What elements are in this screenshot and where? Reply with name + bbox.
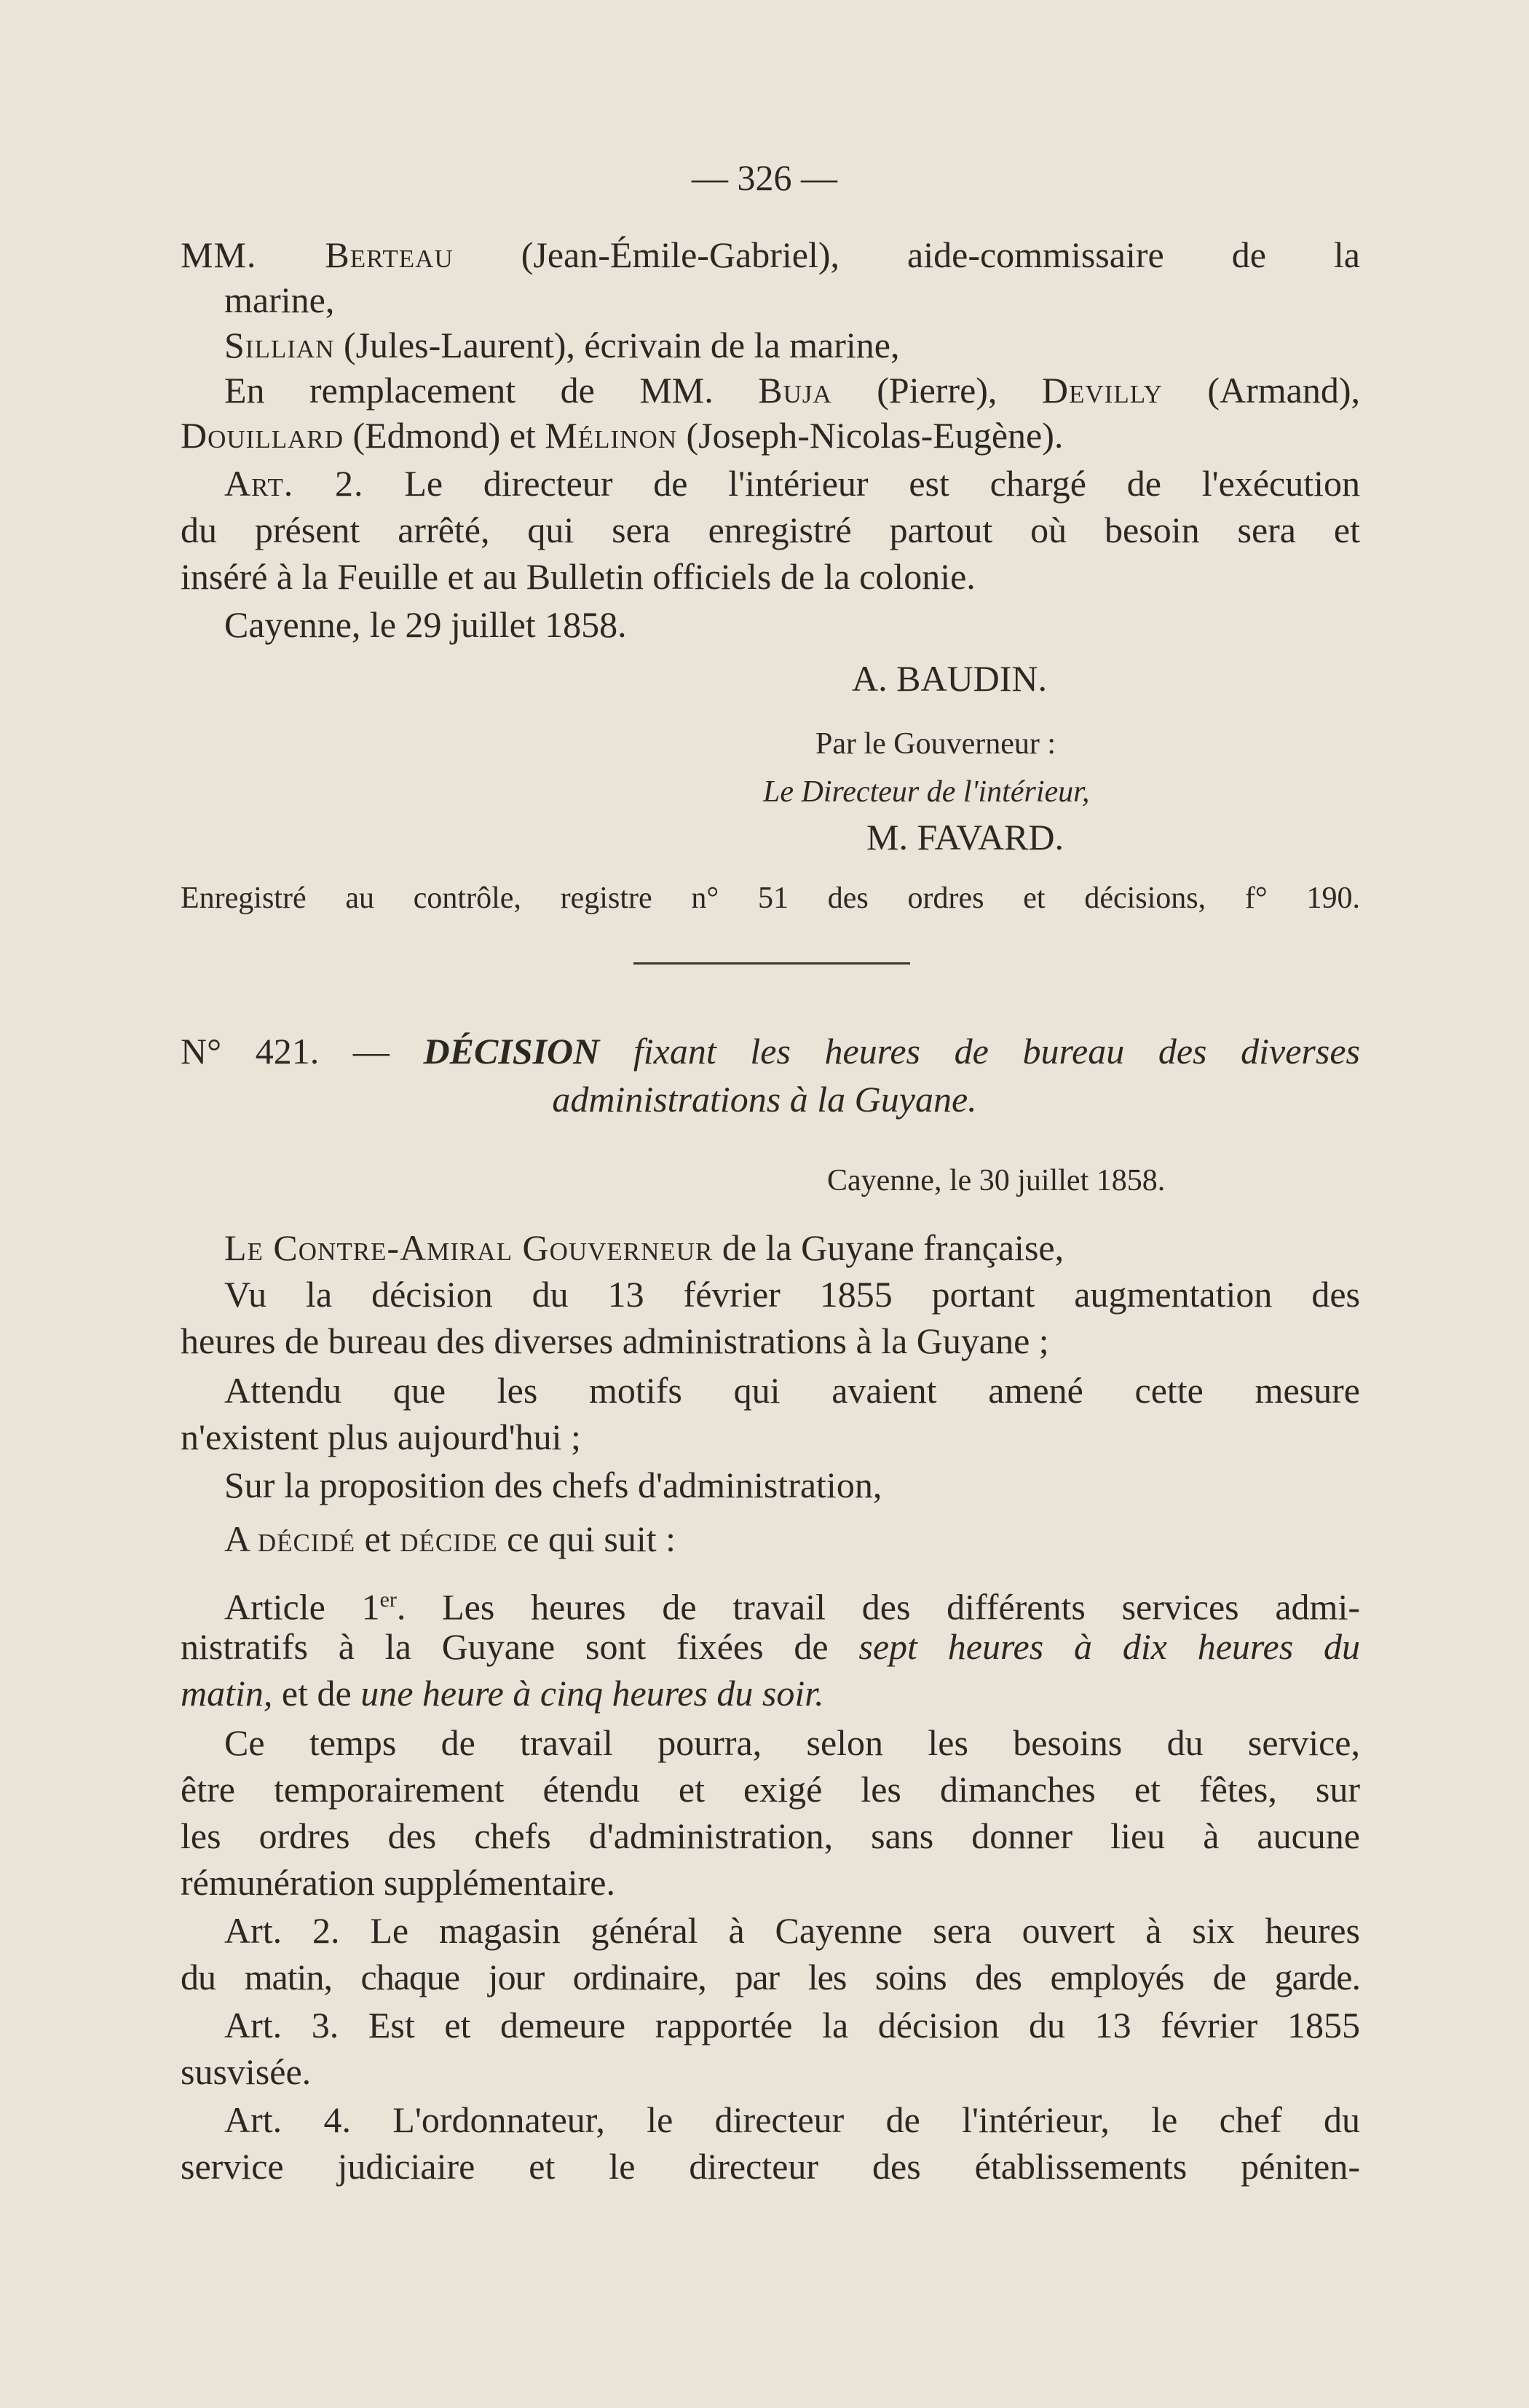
text-line (181, 1623, 1360, 1670)
text-run: nistratifs à la Guyane sont fixées de (181, 1626, 859, 1667)
text-line: heures de bureau des diverses administrations à la Guyane ; (181, 1320, 1049, 1361)
text-line: les ordres des chefs d'administration, sans donner lieu à aucune (181, 1815, 1360, 1856)
text-run: En remplacement de MM. (224, 370, 759, 411)
text-run: décide (400, 1518, 498, 1559)
text-line: Ce temps de travail pourra, selon les besoins du service, (224, 1722, 1360, 1763)
par-le-gouverneur: Par le Gouverneur : (815, 727, 1056, 761)
text-line: Sur la proposition des chefs d'administration, (224, 1465, 882, 1505)
text-run: . Les heures de travail des différents services admi- (396, 1586, 1360, 1628)
text-line: n'existent plus aujourd'hui ; (181, 1417, 581, 1457)
directeur-title: Le Directeur de l'intérieur, (763, 775, 1090, 809)
decision-date: Cayenne, le 30 juillet 1858. (827, 1164, 1166, 1197)
text-run: ce qui suit : (497, 1518, 676, 1559)
text-line: susvisée. (181, 2051, 312, 2092)
text-line (224, 367, 1360, 413)
text-run: sept heures à dix heures du (858, 1626, 1360, 1667)
text-run: (Edmond) et (343, 415, 545, 456)
governor-title: Le Contre-Amiral Gouverneur (224, 1227, 714, 1268)
text-line (224, 322, 1360, 368)
person-name: Devilly (1041, 370, 1163, 411)
text-run: A (224, 1518, 258, 1559)
text-line: être temporairement étendu et exigé les dimanches et fêtes, sur (181, 1769, 1360, 1810)
signature: A. BAUDIN. (852, 658, 1048, 699)
text-line (224, 1516, 1360, 1562)
text-line: marine, (224, 280, 335, 320)
registration-note: Enregistré au contrôle, registre n° 51 des ordres et décisions, f° 190. (181, 882, 1360, 915)
decision-title: fixant les heures de bureau des diverses (599, 1031, 1360, 1072)
text-line (224, 460, 1360, 507)
text-line: Art. 3. Est et demeure rapportée la décision du 13 février 1855 (224, 2005, 1360, 2045)
superscript: er (379, 1588, 397, 1612)
text-run: matin, (181, 1673, 273, 1714)
text-run: (Armand), (1162, 370, 1360, 411)
text-run: (Jean-Émile-Gabriel), aide-commissaire de la (453, 234, 1360, 275)
person-name: MM. Berteau (181, 234, 454, 275)
text-run: (Pierre), (831, 370, 1042, 411)
article-label: Art. 2. (224, 463, 364, 504)
text-run: décidé (257, 1518, 356, 1559)
decision-number: N° 421. — (181, 1031, 424, 1072)
text-line: Art. 2. Le magasin général à Cayenne sera ouvert à six heures (224, 1910, 1360, 1951)
text-run: (Jules-Laurent), écrivain de la marine, (334, 325, 900, 365)
text-run: et (355, 1518, 400, 1559)
text-line: Art. 4. L'ordonnateur, le directeur de l'intérieur, le chef du (224, 2099, 1360, 2140)
text-line: Attendu que les motifs qui avaient amené cette mesure (224, 1370, 1360, 1411)
signatory-name: M. FAVARD. (866, 817, 1064, 858)
decision-title-line-2: administrations à la Guyane. (552, 1079, 977, 1120)
person-name: Douillard (181, 415, 344, 456)
text-line: inséré à la Feuille et au Bulletin officiels de la colonie. (181, 556, 976, 597)
text-line: Vu la décision du 13 février 1855 portant augmentation des (224, 1274, 1360, 1315)
section-divider (633, 962, 910, 965)
text-line: rémunération supplémentaire. (181, 1862, 615, 1903)
text-line (224, 1577, 1360, 1631)
text-line (181, 1670, 1360, 1716)
text-run: une heure à cinq heures du soir. (360, 1673, 824, 1714)
text-line: service judiciaire et le directeur des établissements péniten- (181, 2146, 1360, 2187)
text-line: Cayenne, le 29 juillet 1858. (224, 604, 627, 645)
text-line (224, 1224, 1360, 1271)
person-name: Sillian (224, 325, 335, 365)
text-run: Le directeur de l'intérieur est chargé de l'exécution (363, 463, 1361, 504)
person-name: Mélinon (545, 415, 678, 456)
person-name: Buja (758, 370, 832, 411)
text-run: et de (272, 1673, 361, 1714)
decision-title-bold: DÉCISION (423, 1031, 600, 1072)
text-line (181, 231, 1360, 278)
text-line: du matin, chaque jour ordinaire, par les soins des employés de garde. (181, 1957, 1360, 1997)
page-number: — 326 — (692, 157, 837, 198)
text-line: du présent arrêté, qui sera enregistré partout où besoin sera et (181, 510, 1360, 550)
text-run: Article 1 (224, 1586, 380, 1628)
text-run: de la Guyane française, (713, 1227, 1064, 1268)
text-run: (Joseph-Nicolas-Eugène). (677, 415, 1064, 456)
decision-heading (181, 1028, 1360, 1074)
text-line (181, 412, 1360, 459)
